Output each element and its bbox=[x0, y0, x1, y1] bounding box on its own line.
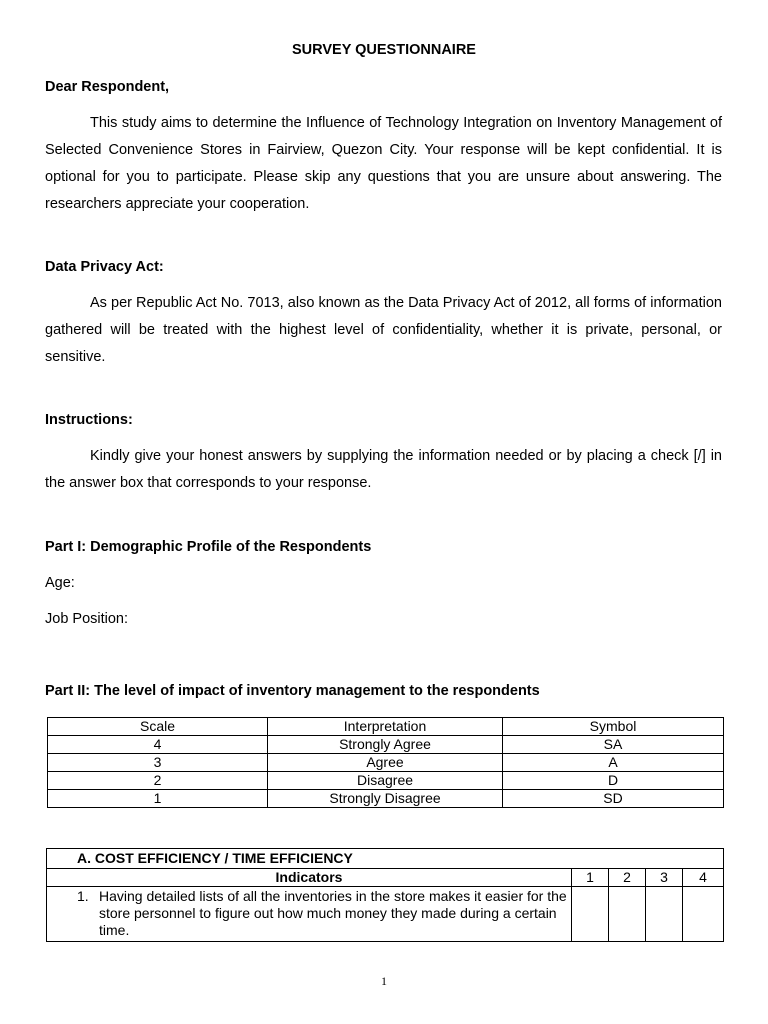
privacy-paragraph bbox=[45, 290, 722, 371]
privacy-text: As per Republic Act No. 7013, also known as the Data Privacy Act of 2012, all forms of information gathered will be treated with the highest level of confidentiality, whether it is private, personal, or sensitive. bbox=[45, 295, 722, 365]
interpretation-cell: Disagree bbox=[268, 772, 503, 790]
table-row bbox=[48, 790, 724, 808]
table-row bbox=[48, 754, 724, 772]
indicator-text: Having detailed lists of all the inventories in the store makes it easier for the store personnel to figure out how much money they made during a certain time. bbox=[99, 888, 567, 938]
interpretation-cell: Agree bbox=[268, 754, 503, 772]
scale-cell: 2 bbox=[48, 772, 268, 790]
symbol-header: Symbol bbox=[503, 718, 724, 736]
indicator-item bbox=[77, 888, 567, 939]
symbol-cell: SA bbox=[503, 736, 724, 754]
table-row bbox=[48, 736, 724, 754]
rating-header-2: 2 bbox=[609, 869, 646, 887]
indicators-header-row bbox=[47, 869, 724, 887]
interpretation-cell: Strongly Agree bbox=[268, 736, 503, 754]
symbol-cell: D bbox=[503, 772, 724, 790]
scale-table bbox=[47, 717, 724, 808]
scale-table-header-row bbox=[48, 718, 724, 736]
rating-header-4: 4 bbox=[683, 869, 724, 887]
rating-header-3: 3 bbox=[646, 869, 683, 887]
document-title: SURVEY QUESTIONNAIRE bbox=[292, 42, 476, 58]
rating-box-2[interactable] bbox=[609, 887, 646, 942]
age-label: Age: bbox=[45, 575, 75, 591]
rating-box-4[interactable] bbox=[683, 887, 724, 942]
privacy-heading: Data Privacy Act: bbox=[45, 259, 164, 275]
intro-paragraph bbox=[45, 110, 722, 218]
interpretation-header: Interpretation bbox=[268, 718, 503, 736]
indicator-number: 1. bbox=[77, 888, 89, 904]
job-position-label: Job Position: bbox=[45, 611, 129, 627]
part1-heading: Part I: Demographic Profile of the Respondents bbox=[45, 539, 372, 555]
scale-header: Scale bbox=[48, 718, 268, 736]
instructions-text: Kindly give your honest answers by supplying the information needed or by placing a check [/] in the answer box that corresponds to your response. bbox=[45, 448, 722, 491]
indicators-header: Indicators bbox=[47, 869, 572, 887]
intro-text: This study aims to determine the Influence of Technology Integration on Inventory Management of Selected Convenience Stores in Fairview, Quezon City. Your response will be kept confidential. It is optional for you to participate. Please skip any questions that you are unsure about answering. The researchers appreciate your cooperation. bbox=[45, 115, 722, 212]
part2-heading: Part II: The level of impact of inventory management to the respondents bbox=[45, 683, 540, 699]
symbol-cell: SD bbox=[503, 790, 724, 808]
indicators-table bbox=[46, 848, 724, 942]
scale-cell: 3 bbox=[48, 754, 268, 772]
section-title-row bbox=[47, 849, 724, 869]
instructions-paragraph bbox=[45, 443, 722, 497]
page-number: 1 bbox=[381, 974, 387, 988]
rating-header-1: 1 bbox=[572, 869, 609, 887]
indicator-cell bbox=[47, 887, 572, 942]
instructions-heading: Instructions: bbox=[45, 412, 133, 428]
interpretation-cell: Strongly Disagree bbox=[268, 790, 503, 808]
salutation: Dear Respondent, bbox=[45, 79, 170, 95]
section-a-title: A. COST EFFICIENCY / TIME EFFICIENCY bbox=[47, 849, 724, 869]
scale-cell: 1 bbox=[48, 790, 268, 808]
symbol-cell: A bbox=[503, 754, 724, 772]
table-row bbox=[47, 887, 724, 942]
table-row bbox=[48, 772, 724, 790]
rating-box-1[interactable] bbox=[572, 887, 609, 942]
rating-box-3[interactable] bbox=[646, 887, 683, 942]
scale-cell: 4 bbox=[48, 736, 268, 754]
